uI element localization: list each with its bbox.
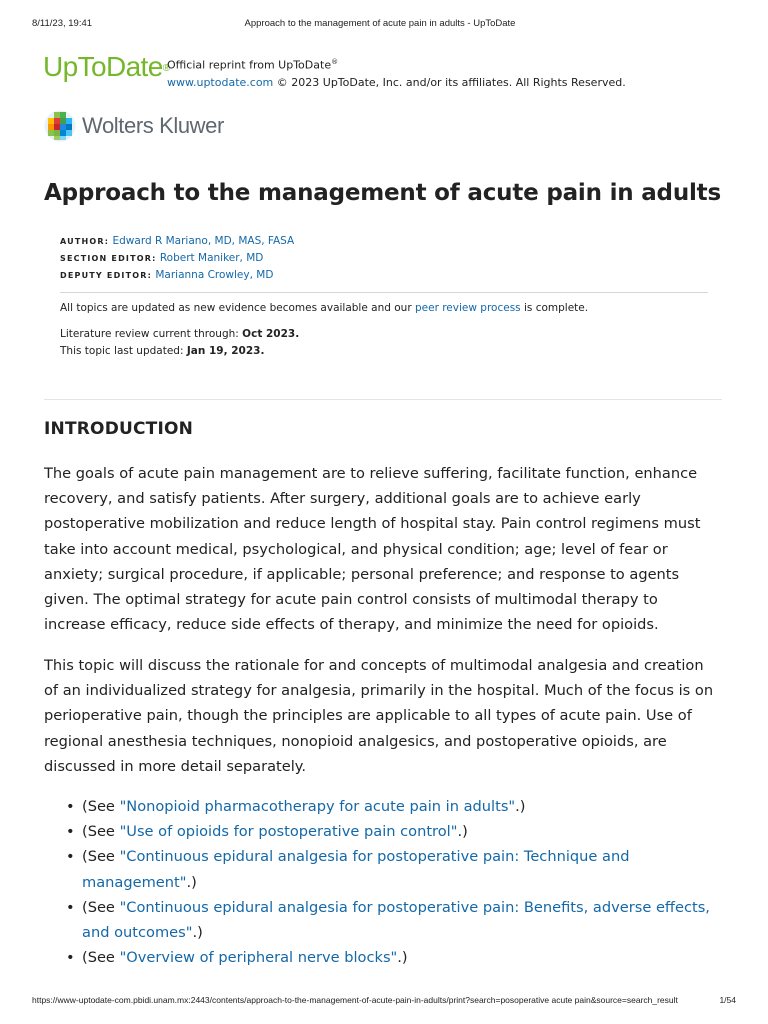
see-prefix: (See	[82, 848, 120, 866]
list-item	[64, 844, 724, 894]
lit-review-date: Oct 2023.	[242, 328, 300, 340]
topic-title: Approach to the management of acute pain in adults	[44, 180, 721, 206]
bullet-icon: •	[66, 848, 75, 866]
peer-review-link[interactable]: peer review process	[414, 302, 521, 314]
reference-link-opioids[interactable]: "Use of opioids for postoperative pain control"	[119, 823, 458, 841]
contributor-section-editor	[60, 250, 294, 267]
contributors-block	[60, 233, 294, 284]
introduction-heading: INTRODUCTION	[44, 419, 194, 439]
registered-mark: ®	[162, 63, 170, 74]
uptodate-site-link[interactable]: www.uptodate.com	[167, 75, 274, 89]
uptodate-logo[interactable]	[43, 50, 170, 84]
print-page-title: Approach to the management of acute pain in adults - UpToDate	[244, 18, 516, 29]
list-item	[64, 794, 724, 819]
see-prefix: (See	[82, 949, 120, 967]
bullet-icon: •	[66, 798, 75, 815]
author-label: AUTHOR:	[60, 237, 110, 246]
page-number: 1/54	[719, 995, 736, 1005]
introduction-paragraph-2: This topic will discuss the rationale for and concepts of multimodal analgesia and creation of an individualized strategy for analgesia, primarily in the hospital. Much of the focus is on perioperative pain, though the principles are applicable to all types of acute pain. Use of regional anesthesia techniques, nonopioid analgesics, and postoperative opioids, are discussed in more detail separately.	[44, 657, 714, 775]
see-suffix: .)	[397, 949, 408, 967]
list-item	[64, 895, 724, 945]
review-dates	[60, 326, 299, 360]
lit-review-label: Literature review current through:	[60, 328, 243, 340]
update-note-text: All topics are updated as new evidence becomes available and our	[60, 302, 415, 314]
contributor-author	[60, 233, 294, 250]
list-item	[64, 819, 724, 844]
reference-link-epidural-technique[interactable]: "Continuous epidural analgesia for postoperative pain: Technique and management"	[82, 848, 630, 891]
author-link[interactable]: Edward R Mariano, MD, MAS, FASA	[112, 235, 295, 247]
deputy-editor-label: DEPUTY EDITOR:	[60, 271, 152, 280]
see-prefix: (See	[82, 898, 120, 916]
section-editor-label: SECTION EDITOR:	[60, 254, 157, 263]
wolters-kluwer-wordmark: Wolters Kluwer	[82, 113, 224, 138]
reference-link-nonopioid[interactable]: "Nonopioid pharmacotherapy for acute pain in adults"	[119, 798, 516, 815]
reprint-line: Official reprint from UpToDate	[167, 58, 332, 72]
bullet-icon: •	[66, 949, 75, 967]
wolters-kluwer-logo	[44, 110, 224, 142]
section-divider	[44, 399, 722, 400]
update-note-end: is complete.	[520, 302, 589, 314]
print-url: https://www-uptodate-com.pbidi.unam.mx:2443/contents/approach-to-the-management-of-acute-pain-in-adults/print?search=posoperative acute pain&source=search_result	[32, 995, 678, 1005]
see-also-list	[64, 794, 724, 970]
introduction-paragraph-1: The goals of acute pain management are to relieve suffering, facilitate function, enhance recovery, and satisfy patients. After surgery, additional goals are to achieve early postoperative mobilization and reduce length of hospital stay. Pain control regimens must take into account medical, psychological, and physical condition; age; level of fear or anxiety; surgical procedure, if applicable; personal preference; and response to agents given. The optimal strategy for acute pain control consists of multimodal therapy to increase efficacy, reduce side effects of therapy, and minimize the need for opioids.	[44, 465, 701, 634]
divider	[60, 292, 708, 293]
reprint-notice	[167, 54, 626, 91]
contributor-deputy-editor	[60, 267, 294, 284]
see-suffix: .)	[515, 798, 526, 815]
bullet-icon: •	[66, 823, 75, 841]
see-suffix: .)	[457, 823, 468, 841]
last-updated-date: Jan 19, 2023.	[186, 345, 265, 357]
section-editor-link[interactable]: Robert Maniker, MD	[159, 252, 264, 264]
bullet-icon: •	[66, 898, 75, 916]
see-suffix: .)	[186, 873, 197, 891]
deputy-editor-link[interactable]: Marianna Crowley, MD	[155, 269, 274, 281]
reference-link-nerve-blocks[interactable]: "Overview of peripheral nerve blocks"	[119, 949, 398, 967]
last-updated-label: This topic last updated:	[60, 345, 187, 357]
uptodate-logo-text: UpToDate	[43, 51, 163, 82]
see-suffix: .)	[192, 924, 203, 942]
see-prefix: (See	[82, 798, 120, 815]
list-item	[64, 945, 724, 970]
copyright-text: © 2023 UpToDate, Inc. and/or its affiliates. All Rights Reserved.	[273, 75, 626, 89]
print-datetime: 8/11/23, 19:41	[32, 18, 93, 29]
reprint-registered-mark: ®	[331, 58, 339, 66]
see-prefix: (See	[82, 823, 120, 841]
reference-link-epidural-benefits[interactable]: "Continuous epidural analgesia for postoperative pain: Benefits, adverse effects, and outcomes"	[82, 898, 710, 942]
update-note	[60, 300, 588, 317]
wolters-kluwer-logo-icon	[44, 110, 76, 142]
